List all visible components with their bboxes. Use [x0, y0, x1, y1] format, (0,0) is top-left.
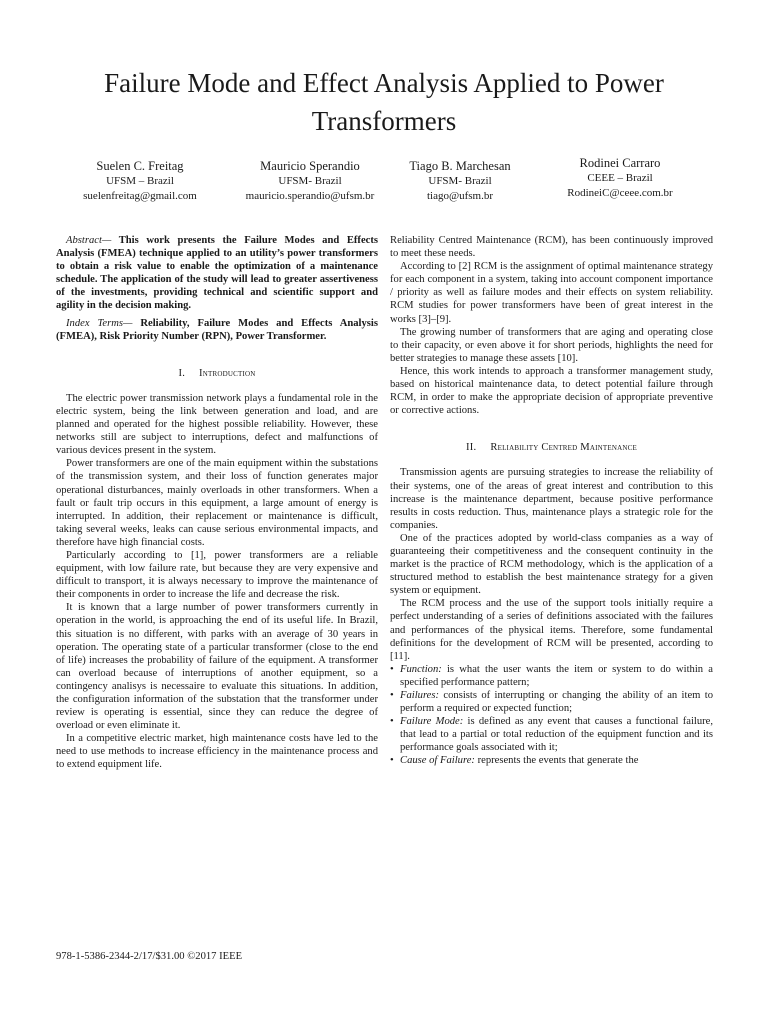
author-affiliation: UFSM- Brazil	[428, 175, 492, 187]
paragraph: Power transformers are one of the main equipment within the substations of the transmission system, and their loss of function generates major operational disturbances, mainly overloads in other transformers. When a fault or fault trip occurs in this equipment, a large amount of energy is interrupted. In addition, their replacement or maintenance is difficult, taking several weeks, leaks can cause serious environmental impacts, and therefore have high financial costs.	[56, 458, 378, 548]
author-affiliation: UFSM – Brazil	[106, 175, 174, 187]
section-heading-rcm	[390, 441, 713, 454]
author-affiliation: UFSM- Brazil	[278, 175, 342, 187]
definition-text: consists of interrupting or changing the ability of an item to perform a required or expected function;	[400, 690, 713, 715]
definition-term: Failure Mode:	[400, 716, 464, 728]
abstract	[56, 234, 378, 313]
definition-text: represents the events that generate the	[474, 755, 639, 767]
section-heading-introduction	[56, 367, 378, 380]
paragraph: According to [2] RCM is the assignment of optimal maintenance strategy for each component in a system, taking into account component importance / priority as well as failure modes and their effects on system reliability. RCM studies for power transformers have been of great interest in the works [3]–[9].	[390, 261, 713, 325]
paragraph: It is known that a large number of power transformers currently in operation in the world, is approaching the end of its useful life. In Brazil, this situation is no different, with parks with an average of 30 years in operation. The operating state of a particular transformer (close to the end of life) increases the probability of failure of the equipment. A transformer can overload because of interruptions of another equipment, so a contingency analisys is necessaire to evaluate this situations. In addition, the configuration information of the substation that the transformer under review is operating is essential, since they can reduce the degree of overload or even eliminate it.	[56, 602, 378, 732]
author-email: mauricio.sperandio@ufsm.br	[245, 190, 375, 202]
abstract-lead: Abstract—	[66, 235, 112, 246]
left-column	[56, 234, 378, 772]
paper-title: Failure Mode and Effect Analysis Applied to Power Transformers	[104, 68, 664, 136]
author-4	[530, 155, 710, 201]
bullet-icon: •	[390, 663, 394, 675]
author-affiliation: CEEE – Brazil	[587, 172, 653, 184]
definition-bullet	[390, 715, 713, 754]
definition-term: Function:	[400, 663, 442, 675]
author-name: Tiago B. Marchesan	[409, 159, 511, 173]
author-email: suelenfreitag@gmail.com	[83, 190, 197, 202]
paragraph: One of the practices adopted by world-class companies as a way of guaranteeing their competitiveness and the consequent continuity in the market is the practice of RCM methodology, which is the application of a structured method to establish the best maintenance strategy for a given system or equipment.	[390, 532, 713, 597]
definition-text: is defined as any event that causes a functional failure, that lead to a partial or total reduction of the equipment function and its performance goals associated with it;	[400, 716, 714, 754]
definition-term: Failures:	[400, 690, 440, 701]
paragraph: The growing number of transformers that are aging and operating close to their capacity, or even above it for short periods, highlights the need for better strategies to manage these assets [10].	[390, 326, 713, 364]
paragraph-continuation: Reliability Centred Maintenance (RCM), has been continuously improved to meet these needs.	[390, 235, 713, 260]
section-title: Reliability Centred Maintenance	[490, 442, 637, 454]
author-block	[50, 158, 730, 208]
index-terms-lead: Index Terms—	[66, 317, 133, 329]
definition-term: Cause of Failure:	[400, 755, 475, 767]
author-email: RodineiC@ceee.com.br	[567, 187, 673, 199]
author-email: tiago@ufsm.br	[426, 190, 494, 202]
bullet-icon: •	[390, 716, 394, 728]
definition-bullet	[390, 754, 713, 767]
paragraph: The RCM process and the use of the support tools initially require a perfect understanding of a series of definitions associated with the failures and performances of the physical items. Therefore, some fundamental definitions for the development of RCM will be presented, according to [11].	[390, 598, 713, 662]
paragraph: The electric power transmission network plays a fundamental role in the electric system, being the link between generation and load, and are planned and operated for the highest possible reliability. However, these networks still are subject to interruptions, defect and malfunctions of various devices present in the system.	[56, 392, 378, 457]
index-terms-text: Reliability, Failure Modes and Effects Analysis (FMEA), Risk Priority Number (RPN), Power Transformer.	[56, 317, 378, 342]
author-name: Rodinei Carraro	[579, 156, 661, 170]
paragraph: Hence, this work intends to approach a transformer management study, based on historical maintenance data, to detect potential failure through RCM, in order to make the appropriate decision of appropriate preventive or corrective actions.	[390, 365, 713, 417]
definition-text: is what the user wants the item or system to do within a specified performance pattern;	[400, 663, 713, 688]
copyright-footer: 978-1-5386-2344-2/17/$31.00 ©2017 IEEE	[56, 951, 243, 962]
author-1	[50, 158, 230, 204]
section-number: I.	[178, 367, 186, 379]
section-number: II.	[466, 442, 477, 454]
paragraph: Transmission agents are pursuing strategies to increase the reliability of their systems, one of the areas of great interest and contribution to this increase is the maintenance department, because positive performance results in costs reduction. Thus, maintenance plays a strategic role for the companies.	[390, 467, 713, 531]
author-3	[380, 158, 540, 204]
index-terms	[56, 317, 378, 343]
right-column	[390, 234, 713, 768]
bullet-icon: •	[390, 690, 394, 701]
section-title: Introduction	[199, 367, 256, 379]
author-name: Suelen C. Freitag	[96, 159, 184, 173]
paragraph: Particularly according to [1], power transformers are a reliable equipment, with low failure rate, but because they are very expensive and difficult to transport, it is always necessary to improve the maintenance of their components in order to increase the life and decrease the risk.	[56, 549, 378, 601]
bullet-icon: •	[390, 755, 394, 767]
author-name: Mauricio Sperandio	[260, 159, 360, 173]
definition-bullet	[390, 689, 713, 715]
abstract-text: This work presents the Failure Modes and Effects Analysis (FMEA) technique applied to an utility’s power transformers to obtain a risk value to enable the optimization of a maintenance schedule. The application of the study will lead to greater assertiveness of the investments, providing technical and scientific support and agility in the decision making.	[56, 235, 378, 312]
definition-bullet	[390, 663, 713, 689]
paragraph: In a competitive electric market, high maintenance costs have led to the need to use methods to increase efficiency in the maintenance process and to extend equipment life.	[56, 733, 378, 771]
